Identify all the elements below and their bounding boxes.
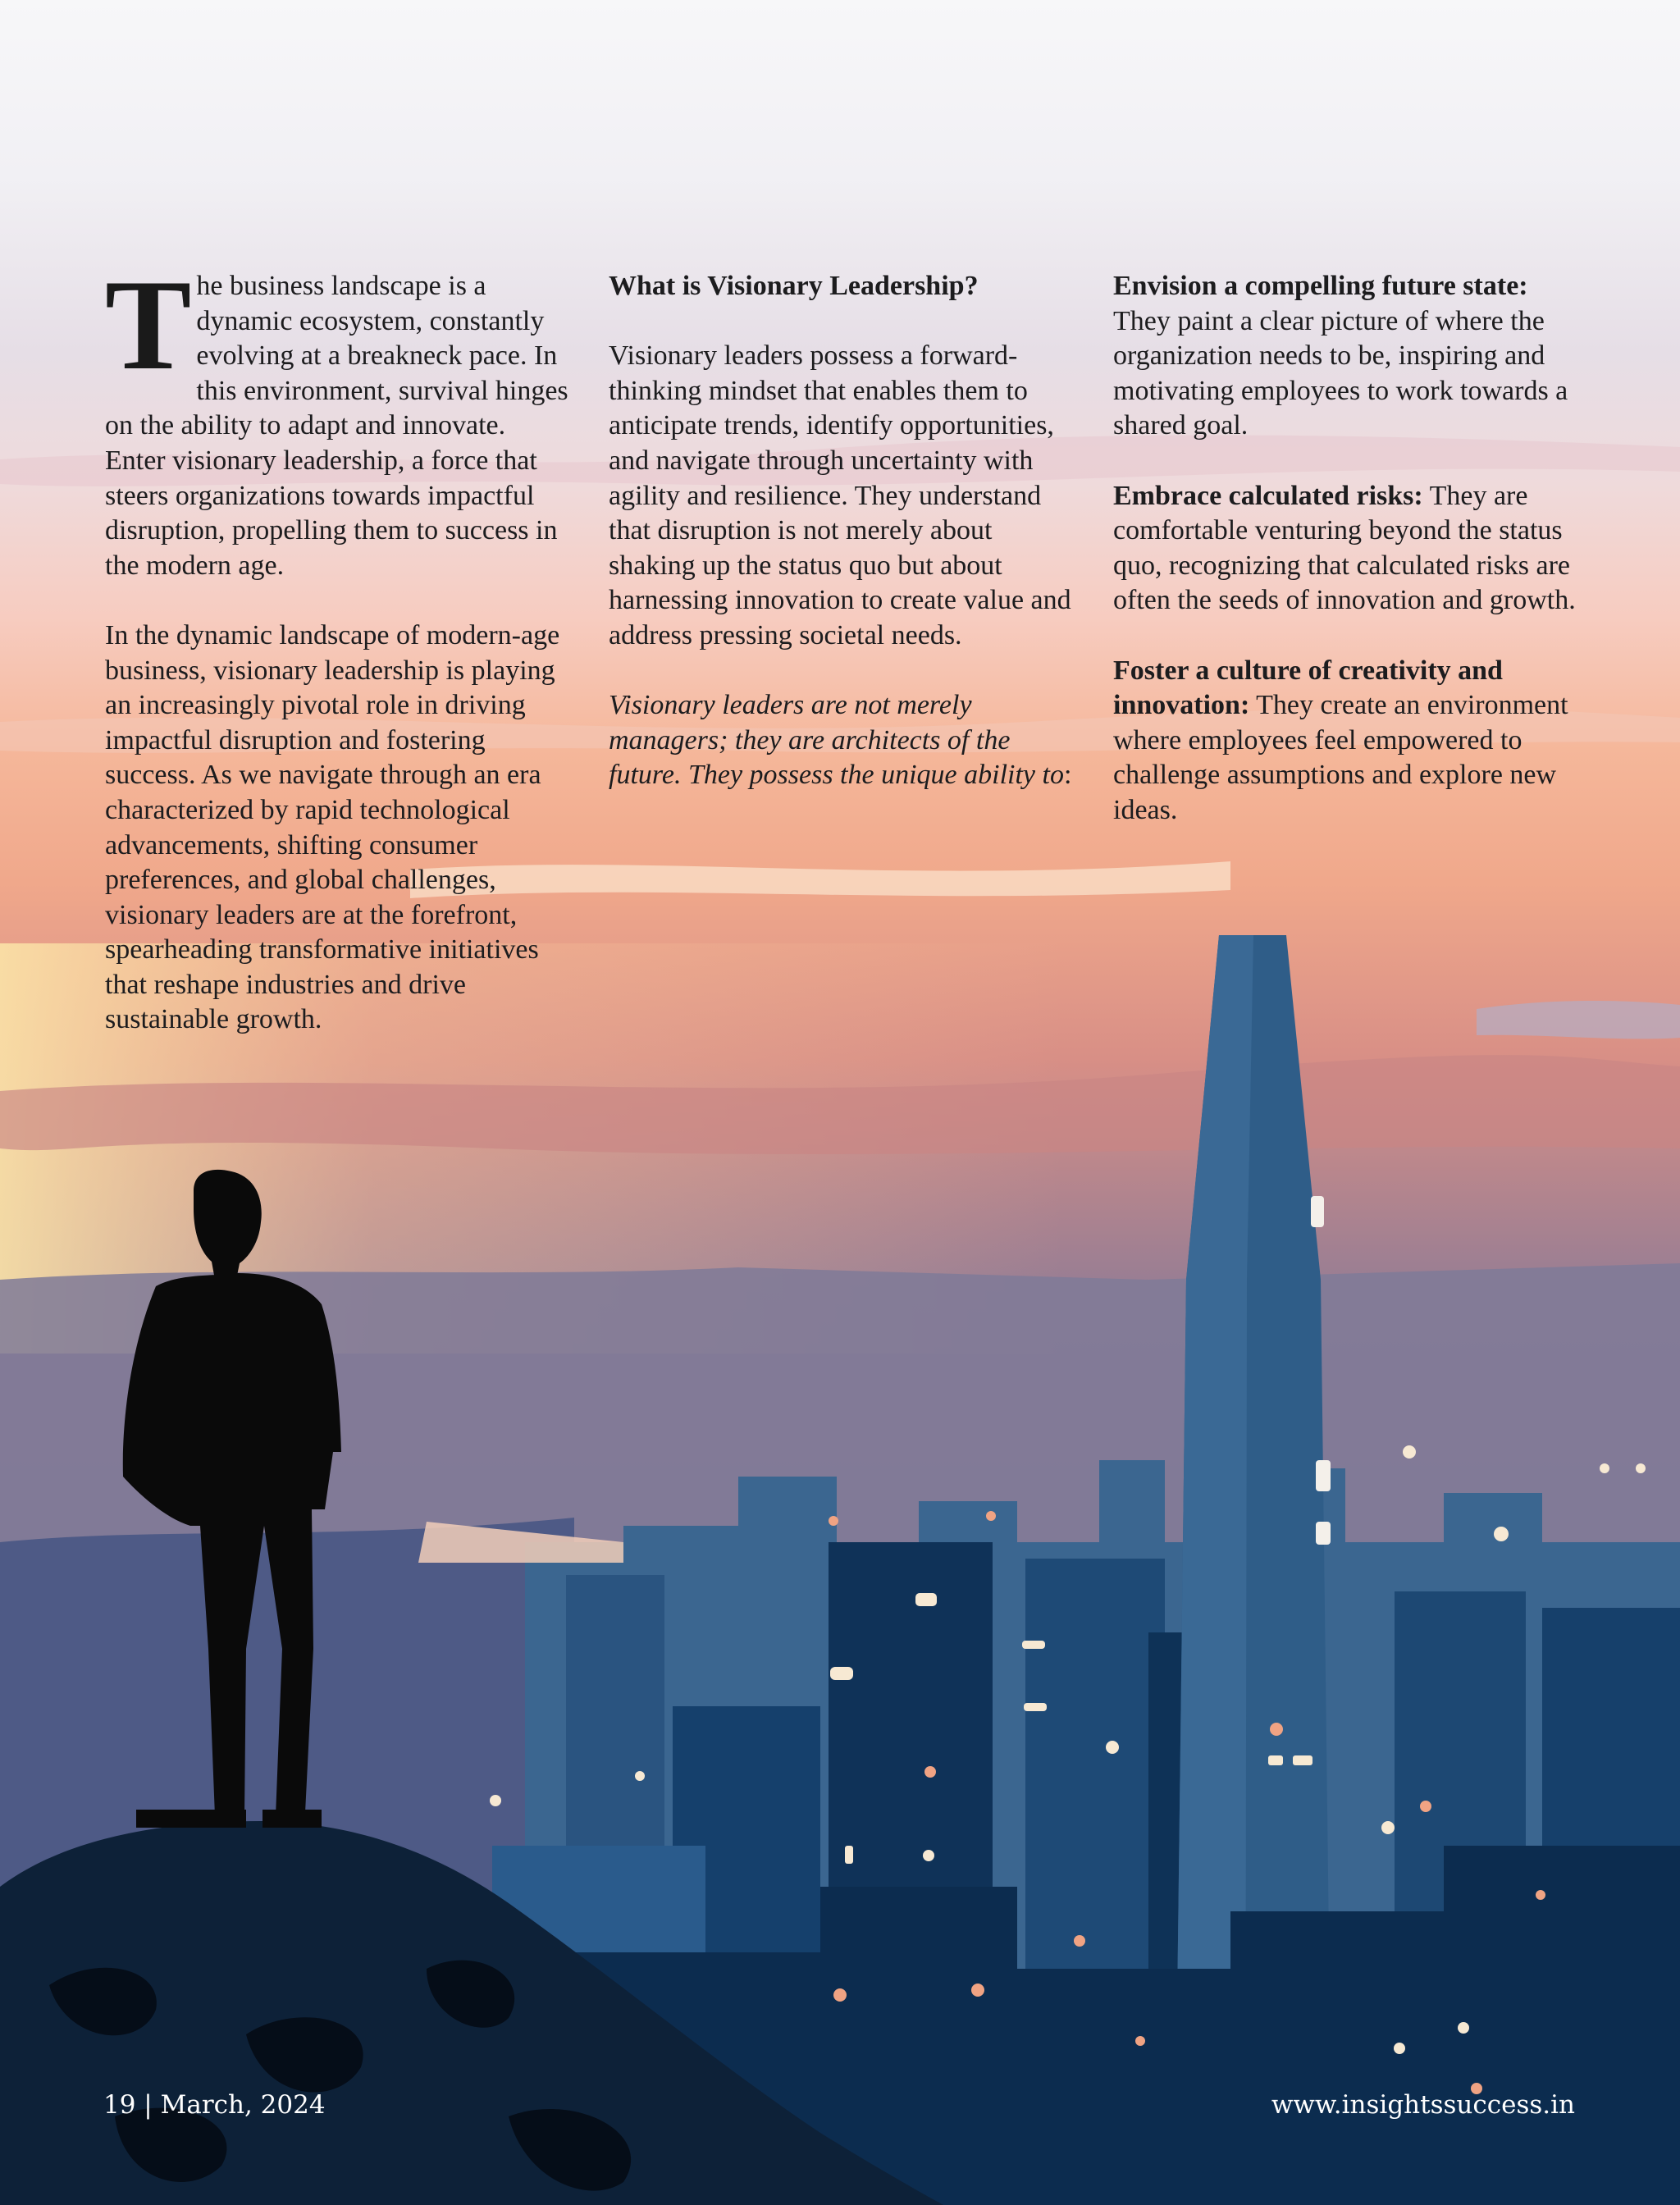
list-item xyxy=(1113,654,1582,829)
list-item xyxy=(1113,479,1582,619)
list-item-title: Foster a culture of creativity and innovation: xyxy=(1113,655,1503,721)
column-3 xyxy=(1113,269,1582,863)
drop-cap: T xyxy=(105,253,192,397)
italic-quote xyxy=(609,688,1076,793)
italic-quote-end: : xyxy=(1063,760,1072,791)
column-1 xyxy=(105,253,573,1073)
footer-page-info: 19 | March, 2024 xyxy=(103,2090,326,2120)
section-heading: What is Visionary Leadership? xyxy=(609,271,979,301)
column-2 xyxy=(609,269,1076,829)
list-item xyxy=(1113,269,1582,444)
italic-quote-text: Visionary leaders are not merely managers; they are architects of the future. They possess the unique ability to xyxy=(609,690,1064,791)
list-item-title: Embrace calculated risks: xyxy=(1113,480,1423,511)
intro-paragraph xyxy=(105,253,573,583)
list-item-text: They paint a clear picture of where the organization needs to be, inspiring and motivating employees to work towards a shared goal. xyxy=(1113,305,1568,441)
list-item-title: Envision a compelling future state: xyxy=(1113,271,1528,301)
intro-text: he business landscape is a dynamic ecosystem, constantly evolving at a breakneck pace. In this environment, survival hinges on the ability to adapt and innovate. Enter visionary leadership, a force that steers organizations towards impactful disruption, propelling them to success in the modern age. xyxy=(105,271,568,581)
article-body xyxy=(105,253,1582,1089)
list-item-text: They are comfortable venturing beyond the status quo, recognizing that calculated risks are often the seeds of innovation and growth. xyxy=(1113,480,1576,616)
list-item-text: They create an environment where employees feel empowered to challenge assumptions and explore new ideas. xyxy=(1113,690,1568,825)
footer-website-link[interactable]: www.insightssuccess.in xyxy=(1271,2090,1575,2120)
paragraph-2: In the dynamic landscape of modern-age business, visionary leadership is playing an increasingly pivotal role in driving impactful disruption and fostering success. As we navigate through an era characterized by rapid technological advancements, shifting consumer preferences, and global challenges, visionary leaders are at the forefront, spearheading transformative initiatives that reshape industries and drive sustainable growth. xyxy=(105,619,560,1035)
paragraph-visionary-leaders: Visionary leaders possess a forward-thinking mindset that enables them to anticipate trends, identify opportunities, and navigate through uncertainty with agility and resilience. They understand that disruption is not merely about shaking up the status quo but about harnessing innovation to create value and address pressing societal needs. xyxy=(609,340,1071,651)
